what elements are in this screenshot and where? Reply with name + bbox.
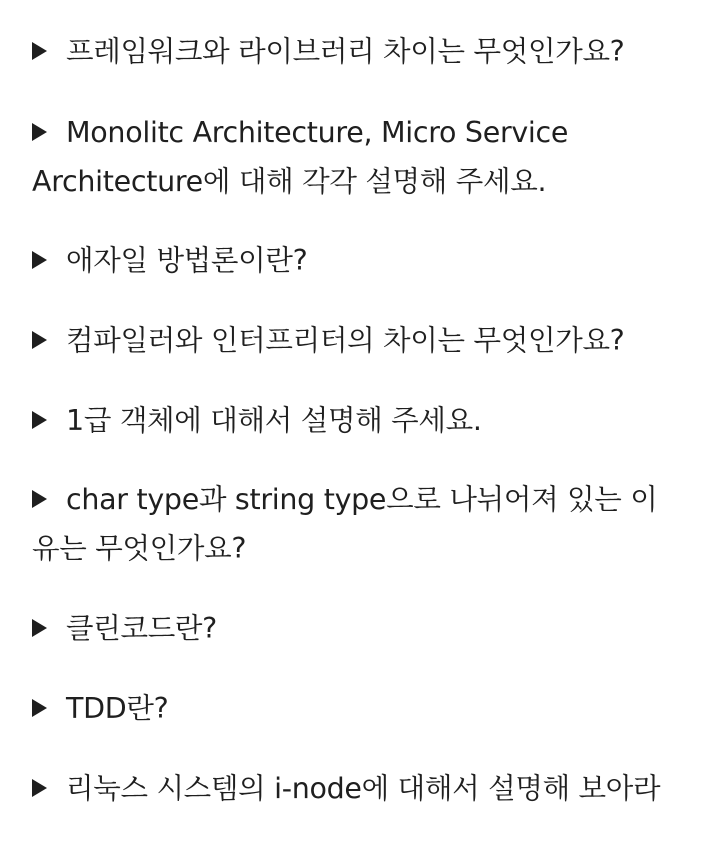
toggle-question: 리눅스 시스템의 i-node에 대해서 설명해 보아라 <box>66 772 661 805</box>
triangle-right-icon[interactable] <box>32 490 47 508</box>
triangle-right-icon[interactable] <box>32 123 47 141</box>
toggle-question: char type과 string type으로 나뉘어져 있는 이유는 무엇인가요? <box>32 483 658 565</box>
toggle-item-clean-code[interactable] <box>32 604 672 653</box>
toggle-item-agile[interactable] <box>32 236 672 285</box>
triangle-right-icon[interactable] <box>32 331 47 349</box>
toggle-question: 프레임워크와 라이브러리 차이는 무엇인가요? <box>66 35 625 68</box>
toggle-item-monolithic-vs-microservice[interactable] <box>32 108 672 206</box>
toggle-item-first-class-object[interactable] <box>32 396 672 445</box>
toggle-item-linux-inode[interactable] <box>32 764 672 813</box>
triangle-right-icon[interactable] <box>32 619 47 637</box>
triangle-right-icon[interactable] <box>32 411 47 429</box>
triangle-right-icon[interactable] <box>32 699 47 717</box>
toggle-item-char-vs-string[interactable] <box>32 475 672 573</box>
triangle-right-icon[interactable] <box>32 251 47 269</box>
toggle-question: Monolitc Architecture, Micro Service Architecture에 대해 각각 설명해 주세요. <box>32 116 569 198</box>
toggle-question: 애자일 방법론이란? <box>66 244 308 277</box>
toggle-question: 컴파일러와 인터프리터의 차이는 무엇인가요? <box>66 324 625 357</box>
toggle-item-framework-vs-library[interactable] <box>32 27 672 76</box>
toggle-question: 1급 객체에 대해서 설명해 주세요. <box>66 404 482 437</box>
triangle-right-icon[interactable] <box>32 779 47 797</box>
toggle-question: TDD란? <box>66 692 169 725</box>
toggle-item-tdd[interactable] <box>32 684 672 733</box>
triangle-right-icon[interactable] <box>32 42 47 60</box>
toggle-question: 클린코드란? <box>66 612 217 645</box>
toggle-item-compiler-vs-interpreter[interactable] <box>32 316 672 365</box>
